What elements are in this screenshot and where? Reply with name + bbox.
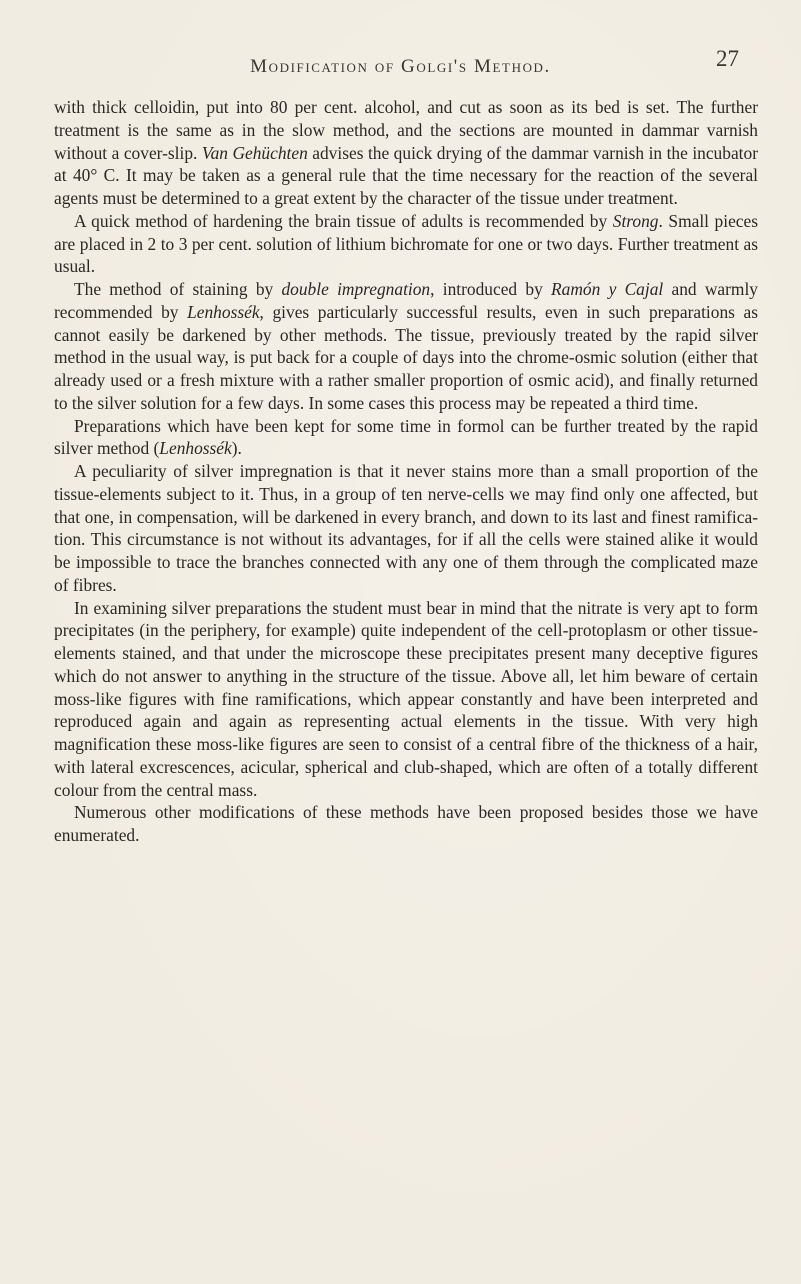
text-run: Preparations which have been kept for some time in formol can be further treated by the rapid silver method ( [54,415,758,459]
running-head [0,36,801,76]
paragraph [54,597,758,802]
text-run: A peculiarity of silver impregnation is that it never stains more than a small proportion of the tissue-elements subject to it. Thus, in a group of ten nerve-cells we may find only one affected, but that one, in compensation, will be darkened in every branch, and down to its last and finest ramification. This circumstance is not without its advantages, for if all the cells were stained alike it would be impossible to trace the branches connected with any one of them through the complicated maze of fibres. [54,461,758,595]
italic-text: Lenhossék [187,301,260,322]
text-run: In examining silver preparations the student must bear in mind that the nitrate is very apt to form precipitates (in the periphery, for example) quite independent of the cell-protoplasm or other tissue-elements stained, and that under the microscope these precipitates present many deceptive figures which do not answer to anything in the structure of the tissue. Above all, let him beware of certain moss-like figures with fine ramifications, which appear constantly and have been interpreted and reproduced again and again as representing actual elements in the tissue. With very high magnification these moss-like figures are seen to consist of a central fibre of the thickness of a hair, with lateral excrescences, acicular, spherical and club-shaped, which are often of a totally different colour from the central mass. [54,597,758,800]
text-run: , gives particularly successful results, even in such preparations as cannot easily be darkened by other methods. The tissue, previously treated by the rapid silver method in the usual way, is put back for a couple of days into the chrome-osmic solution (either that already used or a fresh mixture with a rather smaller proportion of osmic acid), and finally returned to the silver solution for a few days. In some cases this process may be repeated a third time. [54,301,759,413]
page-number: 27 [716,46,739,71]
text-run: ). [231,438,242,459]
running-title: Modification of Golgi's Method. [250,56,551,77]
body-text [54,96,758,847]
text-run: A quick method of hardening the brain tissue of adults is recommended by [74,210,613,231]
text-run: , introduced by [430,279,552,299]
italic-text: Ramón y Cajal [551,279,664,299]
italic-text: Strong [612,210,659,231]
paragraph [54,415,758,461]
text-run: advises the quick drying of the dammar varnish in the incubator at 40° C. It may be taken as a general rule that the time necessary for the reaction of the several agents must be determined to a great extent by the character of the tissue under treatment. [54,142,758,208]
text-run: . Small pieces are placed in 2 to 3 per cent. solution of lithium bichromate for one or two days. Further treatment as usual. [54,210,758,277]
text-run: Numerous other modifications of these methods have been proposed besides those we have enumerated. [54,802,758,845]
italic-text: Lenhossék [159,438,232,459]
paragraph [54,210,758,278]
paragraph [54,801,758,847]
paragraph [54,460,758,597]
text-run: with thick celloidin, put into 80 per cent. alcohol, and cut as soon as its bed is set. The further treatment is the same as in the slow method, and the sections are mounted in dammar varnish without a cover-slip. [54,97,758,163]
text-run: and warmly recommended by [54,279,758,322]
italic-text: Van Gehüchten [201,142,308,163]
text-run: The method of staining by [74,279,282,299]
paragraph [54,278,758,415]
paragraph [54,96,758,210]
italic-text: double impregnation [281,279,431,299]
